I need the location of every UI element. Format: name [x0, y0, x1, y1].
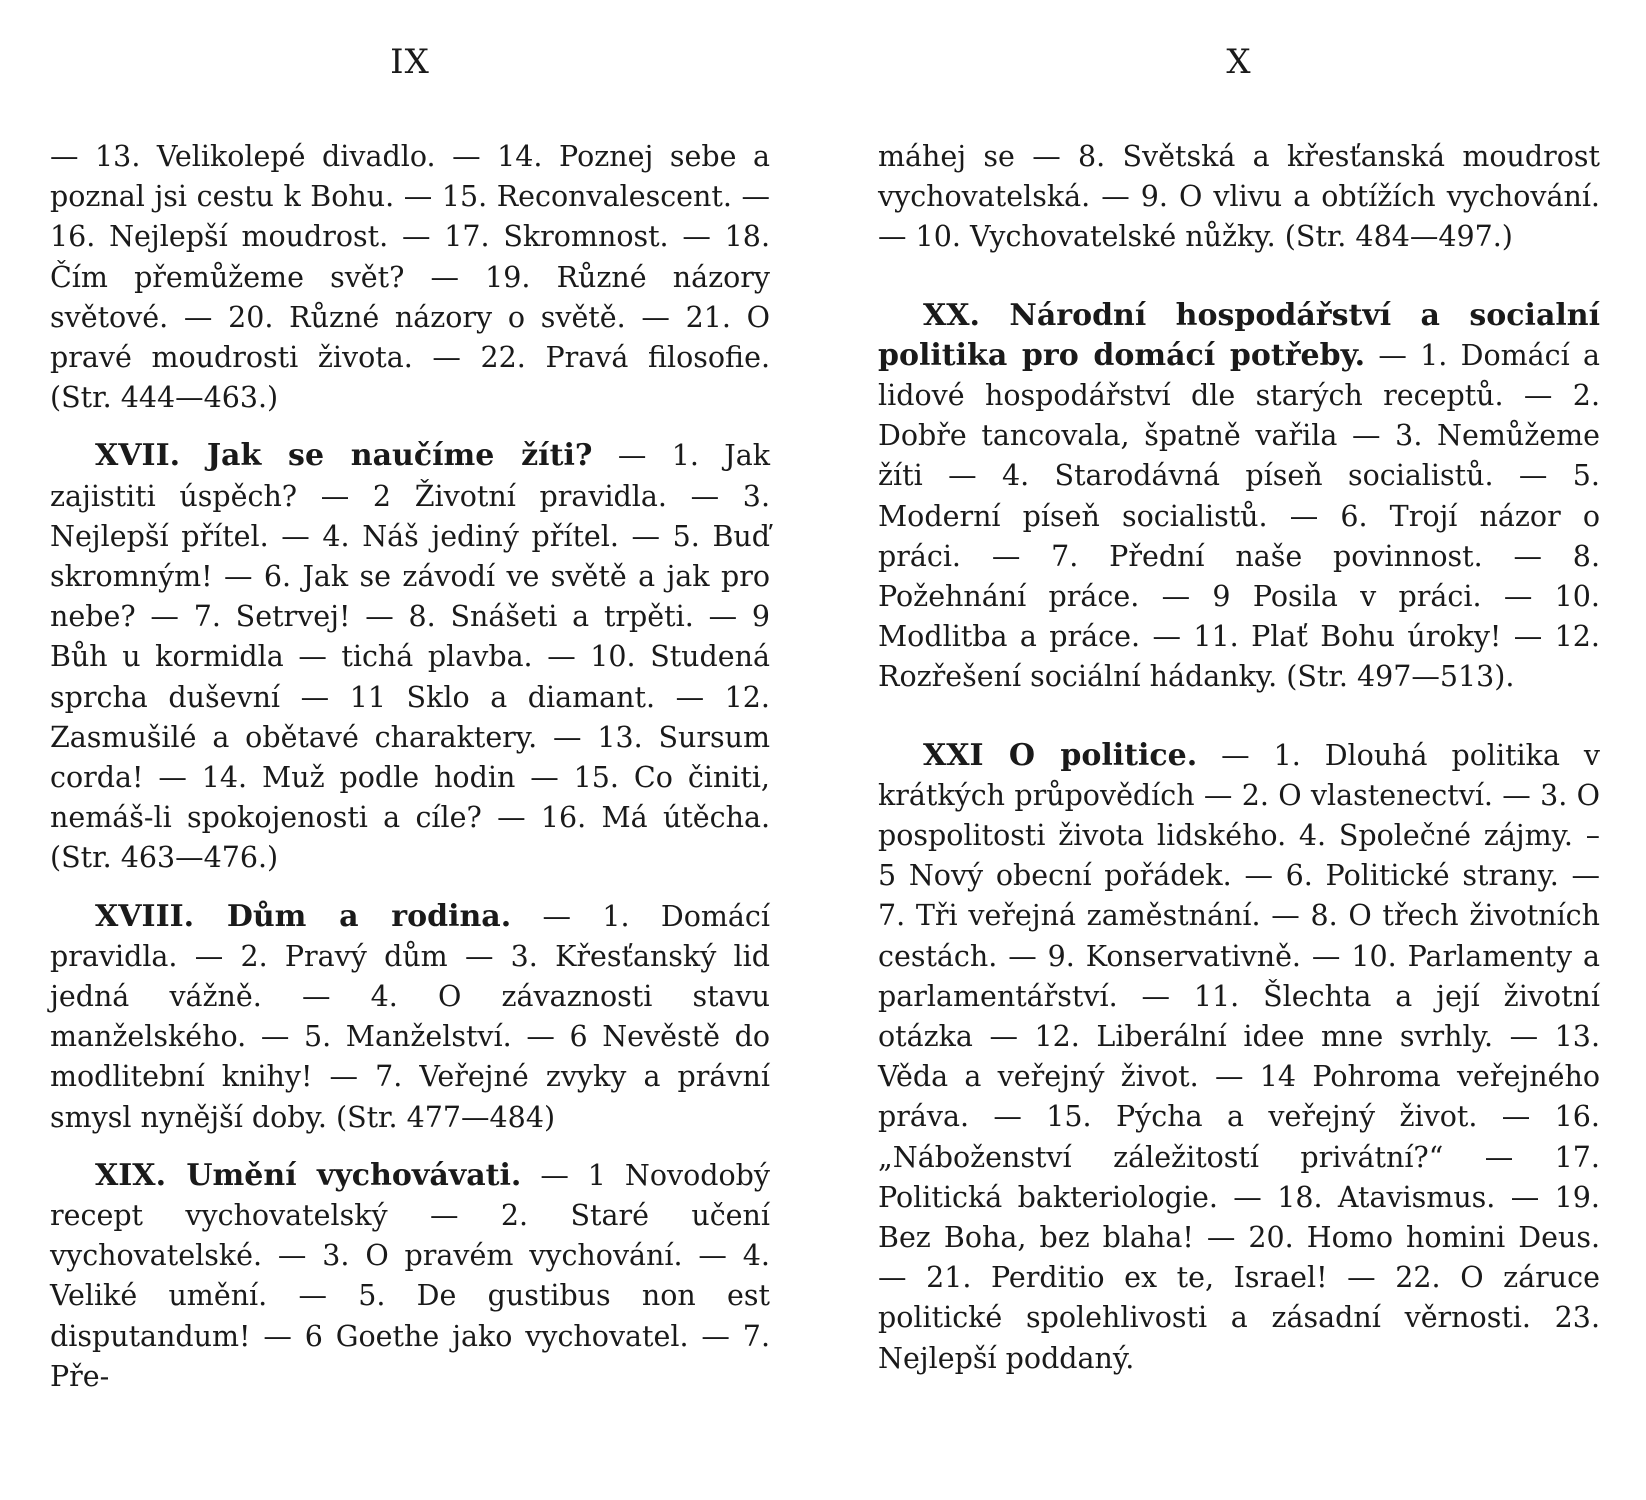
entry-text: — 1 Novodobý recept vychovatelský — 2. Staré učení vychovatelské. — 3. O pravém vychování. — 4. Veliké umění. — 5. De gustibus non est disputandum! — 6 Goethe jako vychovatel. — 7. Pře- [50, 1158, 770, 1393]
chapter-heading: XVII. Jak se naučíme žíti? [95, 438, 593, 474]
entry-text: — 1. Domácí pravidla. — 2. Pravý dům — 3. Křesťanský lid jedná vážně. — 4. O závaznosti stavu manželského. — 5. Manželství. — 6 Nevěstě do modlitební knihy! — 7. Veřejné zvyky a právní smysl nynější doby. (Str. 477—484) [50, 899, 770, 1134]
left-page [50, 0, 770, 1500]
chapter-heading: XX. Národní hospodářství a socialní politika pro domácí potřeby. [878, 297, 1600, 373]
entry-text: máhej se — 8. Světská a křesťanská moudrost vychovatelská. — 9. O vlivu a obtížích vychování. — 10. Vychovatelské nůžky. (Str. 484—497.) [878, 140, 1600, 254]
contents-entry [878, 137, 1600, 258]
entry-text: — 1. Domácí a lidové hospodářství dle starých receptů. — 2. Dobře tancovala, špatně vařila — 3. Nemůžeme žíti — 4. Starodávná píseň socialistů. — 5. Moderní píseň socialistů. — 6. Trojí názor o práci. — 7. Přední naše povinnost. — 8. Požehnání práce. — 9 Posila v práci. — 10. Modlitba a práce. — 11. Plať Bohu úroky! — 12. Rozřešení sociální hádanky. (Str. 497—513). [878, 338, 1600, 694]
right-page [878, 0, 1600, 1500]
page-number-right: X [1226, 42, 1252, 82]
contents-entry [50, 137, 770, 418]
entry-text: — 1. Jak zajistiti úspěch? — 2 Životní pravidla. — 3. Nejlepší přítel. — 4. Náš jediný přítel. — 5. Buď skromným! — 6. Jak se závodí ve světě a jak pro nebe? — 7. Setrvej! — 8. Snášeti a trpěti. — 9 Bůh u kormidla — tichá plavba. — 10. Studená sprcha duševní — 11 Sklo a diamant. — 12. Zasmušilé a obětavé charaktery. — 13. Sursum corda! — 14. Muž podle hodin — 15. Co činiti, nemáš-li spokojenosti a cíle? — 16. Má útěcha. (Str. 463—476.) [50, 439, 770, 875]
contents-entry [50, 1156, 770, 1397]
left-page-column [50, 137, 770, 1397]
entry-text: — 1. Dlouhá politika v krátkých průpovědích — 2. O vlastenectví. — 3. O pospolitosti života lidského. 4. Společné zájmy. – 5 Nový obecní pořádek. — 6. Politické strany. — 7. Tři veřejná zaměstnání. — 8. O třech životních cestách. — 9. Konservativně. — 10. Parlamenty a parlamentářství. — 11. Šlechta a její životní otázka — 12. Liberální idee mne svrhly. — 13. Věda a veřejný život. — 14 Pohroma veřejného práva. — 15. Pýcha a veřejný život. — 16. „Náboženství záležitostí privátní?“ — 17. Politická bakteriologie. — 18. Atavismus. — 19. Bez Boha, bez blaha! — 20. Homo homini Deus. — 21. Perditio ex te, Israel! — 22. O záruce politické spolehlivosti a zásadní věrnosti. 23. Nejlepší poddaný. [878, 738, 1600, 1375]
chapter-heading: XIX. Umění vychovávati. [95, 1157, 522, 1193]
contents-entry [50, 897, 770, 1138]
contents-entry [878, 736, 1600, 1379]
chapter-heading: XXI O politice. [923, 737, 1198, 773]
page-number-left: IX [390, 42, 430, 82]
entry-text: — 13. Velikolepé divadlo. — 14. Poznej sebe a poznal jsi cestu k Bohu. — 15. Reconvalescent. — 16. Nejlepší moudrost. — 17. Skromnost. — 18. Čím přemůžeme svět? — 19. Různé názory světové. — 20. Různé názory o světě. — 21. O pravé moudrosti života. — 22. Pravá filosofie. (Str. 444—463.) [50, 140, 770, 415]
right-page-column [878, 137, 1600, 1379]
contents-entry [50, 436, 770, 878]
chapter-heading: XVIII. Dům a rodina. [95, 898, 512, 934]
contents-entry [878, 296, 1600, 698]
